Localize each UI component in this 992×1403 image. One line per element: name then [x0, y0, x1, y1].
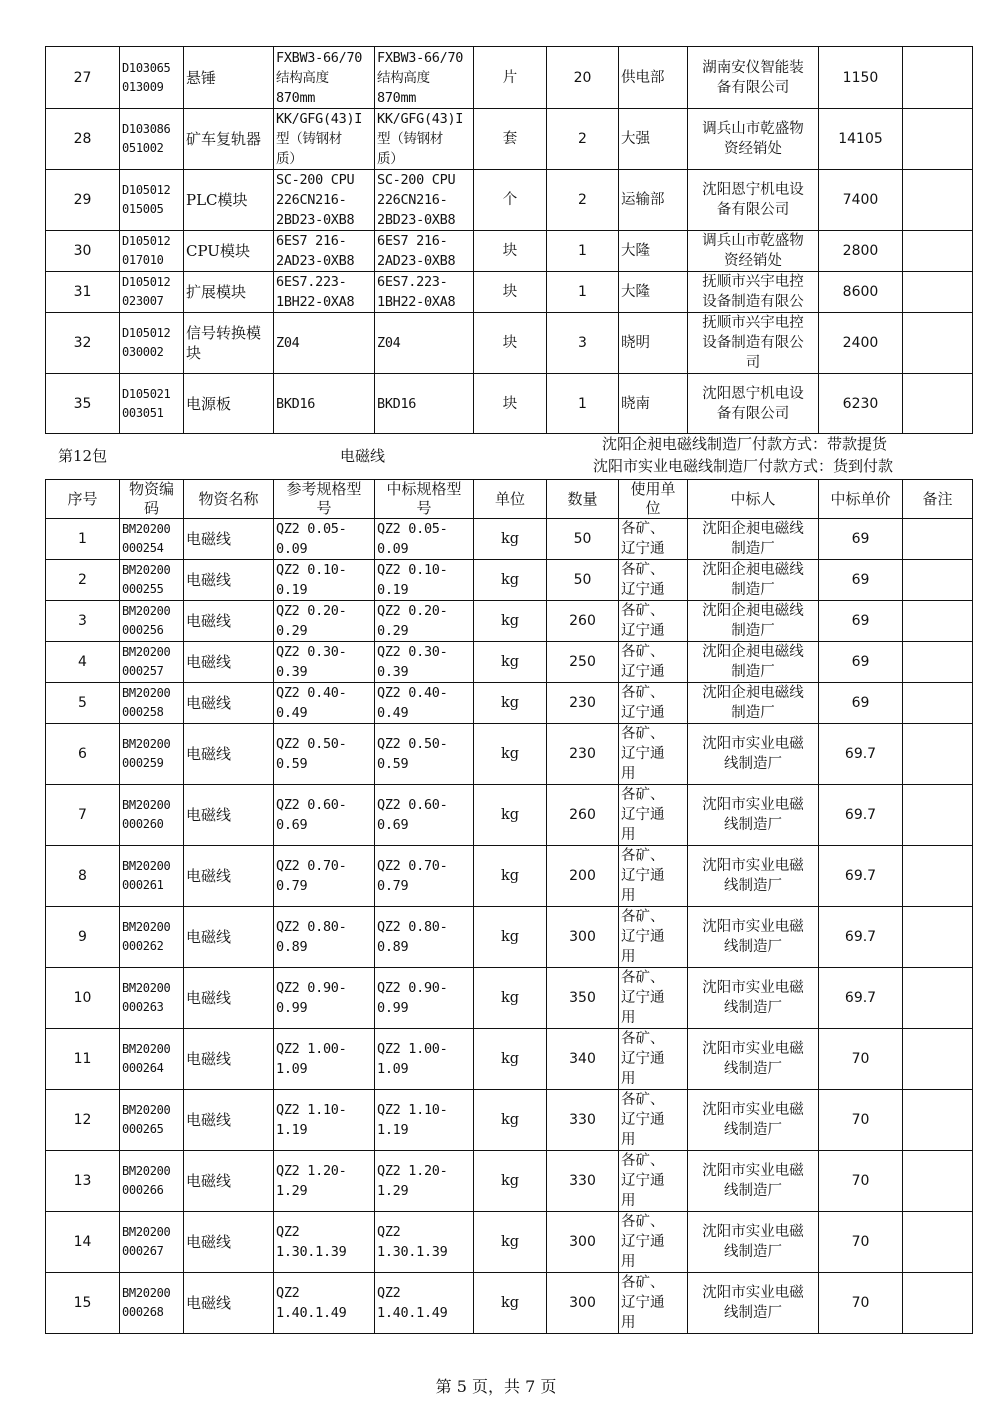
- cell-ref-spec: QZ2 0.40- 0.49: [274, 683, 375, 724]
- cell-note: [903, 519, 973, 560]
- cell-note: [903, 374, 973, 434]
- table-row: [46, 907, 973, 968]
- cell-unit: kg: [474, 642, 547, 683]
- table-row: [46, 374, 973, 434]
- cell-seq: 29: [46, 170, 120, 231]
- cell-unit: kg: [474, 519, 547, 560]
- cell-unit: kg: [474, 846, 547, 907]
- cell-material-code: BM20200 000261: [120, 846, 184, 907]
- cell-bid-spec: QZ2 1.30.1.39: [375, 1212, 474, 1273]
- cell-ref-spec: KK/GFG(43)I 型（铸钢材 质）: [274, 109, 375, 170]
- cell-material-name: 电磁线: [184, 1151, 274, 1212]
- cell-note: [903, 47, 973, 109]
- cell-bid-spec: QZ2 1.40.1.49: [375, 1273, 474, 1334]
- header-unit: 单位: [474, 480, 547, 519]
- cell-bid-spec: FXBW3-66/70 结构高度 870mm: [375, 47, 474, 109]
- package-items-table: [45, 46, 973, 434]
- cell-quantity: 20: [547, 47, 619, 109]
- cell-winner: 沈阳市实业电磁 线制造厂: [688, 785, 819, 846]
- cell-material-code: D105012 030002: [120, 313, 184, 374]
- cell-seq: 3: [46, 601, 120, 642]
- cell-note: [903, 907, 973, 968]
- cell-price: 70: [819, 1151, 903, 1212]
- cell-bid-spec: QZ2 0.80- 0.89: [375, 907, 474, 968]
- cell-winner: 沈阳恩宁机电设 备有限公司: [688, 374, 819, 434]
- cell-material-code: BM20200 000260: [120, 785, 184, 846]
- cell-price: 69: [819, 683, 903, 724]
- cell-quantity: 230: [547, 724, 619, 785]
- cell-winner: 沈阳市实业电磁 线制造厂: [688, 1090, 819, 1151]
- cell-user-unit: 各矿、 辽宁通 用: [619, 785, 688, 846]
- cell-material-code: BM20200 000265: [120, 1090, 184, 1151]
- cell-user-unit: 各矿、 辽宁通 用: [619, 1029, 688, 1090]
- payment-terms-2: 沈阳市实业电磁线制造厂付款方式：货到付款: [593, 457, 894, 475]
- cell-material-name: 信号转换模 块: [184, 313, 274, 374]
- table-row: [46, 519, 973, 560]
- cell-seq: 14: [46, 1212, 120, 1273]
- cell-material-name: 扩展模块: [184, 272, 274, 313]
- cell-material-code: D105012 017010: [120, 231, 184, 272]
- cell-ref-spec: QZ2 0.60- 0.69: [274, 785, 375, 846]
- cell-unit: kg: [474, 1273, 547, 1334]
- cell-winner: 沈阳市实业电磁 线制造厂: [688, 907, 819, 968]
- cell-bid-spec: SC-200 CPU 226CN216- 2BD23-0XB8: [375, 170, 474, 231]
- cell-material-name: CPU模块: [184, 231, 274, 272]
- table-row: [46, 170, 973, 231]
- table-row: [46, 109, 973, 170]
- cell-unit: kg: [474, 1029, 547, 1090]
- cell-ref-spec: QZ2 0.05- 0.09: [274, 519, 375, 560]
- table-row: [46, 1090, 973, 1151]
- cell-seq: 35: [46, 374, 120, 434]
- table-row: [46, 968, 973, 1029]
- cell-bid-spec: QZ2 0.40- 0.49: [375, 683, 474, 724]
- cell-seq: 32: [46, 313, 120, 374]
- cell-note: [903, 1212, 973, 1273]
- cell-quantity: 340: [547, 1029, 619, 1090]
- cell-user-unit: 大强: [619, 109, 688, 170]
- cell-price: 1150: [819, 47, 903, 109]
- cell-price: 7400: [819, 170, 903, 231]
- cell-quantity: 350: [547, 968, 619, 1029]
- cell-ref-spec: QZ2 0.80- 0.89: [274, 907, 375, 968]
- cell-user-unit: 各矿、 辽宁通: [619, 683, 688, 724]
- cell-seq: 4: [46, 642, 120, 683]
- cell-material-name: 电磁线: [184, 1273, 274, 1334]
- cell-price: 2400: [819, 313, 903, 374]
- cell-seq: 28: [46, 109, 120, 170]
- cell-bid-spec: QZ2 1.20- 1.29: [375, 1151, 474, 1212]
- cell-unit: kg: [474, 1212, 547, 1273]
- cell-bid-spec: QZ2 0.60- 0.69: [375, 785, 474, 846]
- cell-user-unit: 大隆: [619, 272, 688, 313]
- header-name: 物资名称: [184, 480, 274, 519]
- cell-material-name: 电磁线: [184, 1090, 274, 1151]
- cell-material-code: BM20200 000268: [120, 1273, 184, 1334]
- cell-winner: 抚顺市兴宇电控 设备制造有限公: [688, 272, 819, 313]
- cell-note: [903, 1090, 973, 1151]
- cell-note: [903, 231, 973, 272]
- table-row: [46, 683, 973, 724]
- cell-price: 70: [819, 1029, 903, 1090]
- cell-note: [903, 1151, 973, 1212]
- cell-ref-spec: QZ2 1.30.1.39: [274, 1212, 375, 1273]
- cell-price: 69.7: [819, 724, 903, 785]
- cell-quantity: 300: [547, 1273, 619, 1334]
- table-row: [46, 724, 973, 785]
- table-row: [46, 846, 973, 907]
- cell-unit: 片: [474, 47, 547, 109]
- cell-price: 69.7: [819, 968, 903, 1029]
- cell-note: [903, 1273, 973, 1334]
- cell-material-code: BM20200 000267: [120, 1212, 184, 1273]
- cell-material-code: BM20200 000263: [120, 968, 184, 1029]
- cell-winner: 沈阳恩宁机电设 备有限公司: [688, 170, 819, 231]
- cell-unit: 套: [474, 109, 547, 170]
- cell-unit: 块: [474, 374, 547, 434]
- cell-seq: 11: [46, 1029, 120, 1090]
- cell-ref-spec: QZ2 1.00- 1.09: [274, 1029, 375, 1090]
- cell-bid-spec: 6ES7.223- 1BH22-0XA8: [375, 272, 474, 313]
- cell-note: [903, 601, 973, 642]
- cell-price: 70: [819, 1090, 903, 1151]
- cell-quantity: 250: [547, 642, 619, 683]
- cell-unit: kg: [474, 907, 547, 968]
- cell-seq: 10: [46, 968, 120, 1029]
- cell-bid-spec: QZ2 0.90- 0.99: [375, 968, 474, 1029]
- cell-quantity: 200: [547, 846, 619, 907]
- cell-material-code: BM20200 000254: [120, 519, 184, 560]
- cell-material-code: D103065 013009: [120, 47, 184, 109]
- cell-price: 69.7: [819, 785, 903, 846]
- cell-material-code: BM20200 000259: [120, 724, 184, 785]
- cell-unit: 个: [474, 170, 547, 231]
- cell-user-unit: 各矿、 辽宁通 用: [619, 1090, 688, 1151]
- cell-material-name: 电磁线: [184, 724, 274, 785]
- cell-user-unit: 各矿、 辽宁通: [619, 642, 688, 683]
- cell-ref-spec: 6ES7 216- 2AD23-0XB8: [274, 231, 375, 272]
- cell-winner: 沈阳市实业电磁 线制造厂: [688, 1212, 819, 1273]
- header-qty: 数量: [547, 480, 619, 519]
- header-seq: 序号: [46, 480, 120, 519]
- cell-material-name: 电磁线: [184, 846, 274, 907]
- cell-quantity: 260: [547, 785, 619, 846]
- cell-user-unit: 各矿、 辽宁通 用: [619, 1212, 688, 1273]
- header-winner: 中标人: [688, 480, 819, 519]
- cell-quantity: 50: [547, 519, 619, 560]
- cell-material-code: BM20200 000255: [120, 560, 184, 601]
- cell-bid-spec: QZ2 1.10- 1.19: [375, 1090, 474, 1151]
- cell-material-name: 电源板: [184, 374, 274, 434]
- cell-winner: 调兵山市乾盛物 资经销处: [688, 231, 819, 272]
- cell-seq: 6: [46, 724, 120, 785]
- cell-bid-spec: QZ2 0.50- 0.59: [375, 724, 474, 785]
- cell-ref-spec: QZ2 0.90- 0.99: [274, 968, 375, 1029]
- cell-material-code: BM20200 000266: [120, 1151, 184, 1212]
- cell-unit: 块: [474, 231, 547, 272]
- cell-ref-spec: QZ2 1.40.1.49: [274, 1273, 375, 1334]
- cell-unit: kg: [474, 683, 547, 724]
- cell-seq: 13: [46, 1151, 120, 1212]
- cell-bid-spec: QZ2 0.30- 0.39: [375, 642, 474, 683]
- cell-seq: 30: [46, 231, 120, 272]
- cell-material-code: BM20200 000258: [120, 683, 184, 724]
- cell-quantity: 330: [547, 1151, 619, 1212]
- cell-material-name: 电磁线: [184, 785, 274, 846]
- cell-winner: 湖南安仪智能装 备有限公司: [688, 47, 819, 109]
- cell-unit: kg: [474, 785, 547, 846]
- cell-material-code: BM20200 000262: [120, 907, 184, 968]
- cell-price: 69: [819, 601, 903, 642]
- cell-quantity: 300: [547, 907, 619, 968]
- cell-winner: 调兵山市乾盛物 资经销处: [688, 109, 819, 170]
- cell-unit: kg: [474, 724, 547, 785]
- cell-price: 6230: [819, 374, 903, 434]
- cell-material-name: 电磁线: [184, 642, 274, 683]
- cell-quantity: 1: [547, 374, 619, 434]
- table-row: [46, 47, 973, 109]
- table-row: [46, 1151, 973, 1212]
- cell-material-code: BM20200 000257: [120, 642, 184, 683]
- cell-winner: 沈阳企昶电磁线 制造厂: [688, 642, 819, 683]
- cell-ref-spec: QZ2 0.10- 0.19: [274, 560, 375, 601]
- cell-material-name: 电磁线: [184, 560, 274, 601]
- cell-material-name: 电磁线: [184, 907, 274, 968]
- cell-price: 14105: [819, 109, 903, 170]
- cell-ref-spec: QZ2 0.70- 0.79: [274, 846, 375, 907]
- cell-price: 70: [819, 1273, 903, 1334]
- cell-unit: kg: [474, 601, 547, 642]
- package-number: 第12包: [58, 447, 108, 465]
- cell-ref-spec: 6ES7.223- 1BH22-0XA8: [274, 272, 375, 313]
- cell-ref-spec: QZ2 0.20- 0.29: [274, 601, 375, 642]
- cell-winner: 沈阳企昶电磁线 制造厂: [688, 601, 819, 642]
- cell-material-code: D105012 023007: [120, 272, 184, 313]
- cell-winner: 沈阳市实业电磁 线制造厂: [688, 724, 819, 785]
- cell-material-name: 电磁线: [184, 968, 274, 1029]
- cell-user-unit: 晓南: [619, 374, 688, 434]
- cell-note: [903, 968, 973, 1029]
- package-title: 电磁线: [340, 447, 386, 465]
- cell-winner: 沈阳企昶电磁线 制造厂: [688, 683, 819, 724]
- cell-price: 2800: [819, 231, 903, 272]
- cell-user-unit: 各矿、 辽宁通 用: [619, 968, 688, 1029]
- cell-price: 69: [819, 519, 903, 560]
- cell-quantity: 330: [547, 1090, 619, 1151]
- cell-user-unit: 各矿、 辽宁通: [619, 601, 688, 642]
- cell-unit: 块: [474, 313, 547, 374]
- cell-unit: kg: [474, 1090, 547, 1151]
- header-code: 物资编 码: [120, 480, 184, 519]
- cell-note: [903, 683, 973, 724]
- cell-bid-spec: QZ2 0.20- 0.29: [375, 601, 474, 642]
- cell-price: 69.7: [819, 907, 903, 968]
- cell-seq: 1: [46, 519, 120, 560]
- table-row: [46, 785, 973, 846]
- cell-ref-spec: BKD16: [274, 374, 375, 434]
- cell-price: 69: [819, 642, 903, 683]
- cell-note: [903, 785, 973, 846]
- cell-material-code: BM20200 000264: [120, 1029, 184, 1090]
- cell-note: [903, 560, 973, 601]
- cell-ref-spec: QZ2 1.20- 1.29: [274, 1151, 375, 1212]
- cell-material-name: 矿车复轨器: [184, 109, 274, 170]
- cell-note: [903, 313, 973, 374]
- cell-winner: 沈阳市实业电磁 线制造厂: [688, 846, 819, 907]
- cell-material-code: D103086 051002: [120, 109, 184, 170]
- cell-quantity: 2: [547, 170, 619, 231]
- cell-user-unit: 大隆: [619, 231, 688, 272]
- cell-quantity: 3: [547, 313, 619, 374]
- header-note: 备注: [903, 480, 973, 519]
- header-user: 使用单 位: [619, 480, 688, 519]
- page-footer: 第 5 页，共 7 页: [435, 1377, 557, 1396]
- cell-bid-spec: 6ES7 216- 2AD23-0XB8: [375, 231, 474, 272]
- cell-seq: 7: [46, 785, 120, 846]
- cell-user-unit: 各矿、 辽宁通 用: [619, 907, 688, 968]
- table-row: [46, 1273, 973, 1334]
- header-bid-spec: 中标规格型 号: [375, 480, 474, 519]
- cell-ref-spec: FXBW3-66/70 结构高度 870mm: [274, 47, 375, 109]
- table-row: [46, 642, 973, 683]
- cell-material-code: BM20200 000256: [120, 601, 184, 642]
- cell-ref-spec: SC-200 CPU 226CN216- 2BD23-0XB8: [274, 170, 375, 231]
- cell-price: 8600: [819, 272, 903, 313]
- cell-price: 69.7: [819, 846, 903, 907]
- cell-bid-spec: QZ2 1.00- 1.09: [375, 1029, 474, 1090]
- cell-seq: 8: [46, 846, 120, 907]
- cell-ref-spec: Z04: [274, 313, 375, 374]
- cell-bid-spec: QZ2 0.05- 0.09: [375, 519, 474, 560]
- cell-quantity: 1: [547, 231, 619, 272]
- cell-user-unit: 各矿、 辽宁通 用: [619, 1273, 688, 1334]
- header-row: [46, 480, 973, 519]
- cell-user-unit: 晓明: [619, 313, 688, 374]
- cell-material-name: 电磁线: [184, 1029, 274, 1090]
- table-row: [46, 601, 973, 642]
- table-row: [46, 313, 973, 374]
- cell-quantity: 260: [547, 601, 619, 642]
- cell-winner: 沈阳市实业电磁 线制造厂: [688, 968, 819, 1029]
- table-row: [46, 1029, 973, 1090]
- cell-note: [903, 170, 973, 231]
- cell-ref-spec: QZ2 1.10- 1.19: [274, 1090, 375, 1151]
- cell-ref-spec: QZ2 0.50- 0.59: [274, 724, 375, 785]
- cell-unit: kg: [474, 968, 547, 1029]
- cell-winner: 沈阳企昶电磁线 制造厂: [688, 560, 819, 601]
- cell-note: [903, 642, 973, 683]
- cell-user-unit: 各矿、 辽宁通 用: [619, 846, 688, 907]
- header-ref-spec: 参考规格型 号: [274, 480, 375, 519]
- cell-quantity: 300: [547, 1212, 619, 1273]
- cell-material-name: PLC模块: [184, 170, 274, 231]
- wire-items-table: [45, 479, 973, 1334]
- table-row: [46, 231, 973, 272]
- cell-bid-spec: QZ2 0.70- 0.79: [375, 846, 474, 907]
- cell-user-unit: 各矿、 辽宁通: [619, 519, 688, 560]
- cell-material-name: 电磁线: [184, 683, 274, 724]
- cell-material-code: D105012 015005: [120, 170, 184, 231]
- cell-user-unit: 运输部: [619, 170, 688, 231]
- cell-quantity: 2: [547, 109, 619, 170]
- cell-winner: 抚顺市兴宇电控 设备制造有限公 司: [688, 313, 819, 374]
- cell-ref-spec: QZ2 0.30- 0.39: [274, 642, 375, 683]
- cell-winner: 沈阳市实业电磁 线制造厂: [688, 1273, 819, 1334]
- cell-unit: 块: [474, 272, 547, 313]
- cell-user-unit: 各矿、 辽宁通 用: [619, 1151, 688, 1212]
- cell-note: [903, 724, 973, 785]
- cell-seq: 12: [46, 1090, 120, 1151]
- table-row: [46, 560, 973, 601]
- cell-winner: 沈阳市实业电磁 线制造厂: [688, 1151, 819, 1212]
- cell-quantity: 230: [547, 683, 619, 724]
- cell-note: [903, 1029, 973, 1090]
- header-price: 中标单价: [819, 480, 903, 519]
- cell-quantity: 50: [547, 560, 619, 601]
- cell-winner: 沈阳市实业电磁 线制造厂: [688, 1029, 819, 1090]
- cell-bid-spec: Z04: [375, 313, 474, 374]
- cell-seq: 5: [46, 683, 120, 724]
- cell-price: 70: [819, 1212, 903, 1273]
- cell-seq: 31: [46, 272, 120, 313]
- payment-terms-1: 沈阳企昶电磁线制造厂付款方式：带款提货: [602, 435, 888, 453]
- cell-winner: 沈阳企昶电磁线 制造厂: [688, 519, 819, 560]
- cell-seq: 9: [46, 907, 120, 968]
- cell-user-unit: 供电部: [619, 47, 688, 109]
- cell-unit: kg: [474, 560, 547, 601]
- cell-quantity: 1: [547, 272, 619, 313]
- cell-seq: 2: [46, 560, 120, 601]
- cell-bid-spec: KK/GFG(43)I 型（铸钢材 质）: [375, 109, 474, 170]
- cell-price: 69: [819, 560, 903, 601]
- cell-material-code: D105021 003051: [120, 374, 184, 434]
- cell-note: [903, 846, 973, 907]
- cell-user-unit: 各矿、 辽宁通 用: [619, 724, 688, 785]
- cell-note: [903, 109, 973, 170]
- cell-unit: kg: [474, 1151, 547, 1212]
- table-row: [46, 272, 973, 313]
- cell-note: [903, 272, 973, 313]
- cell-material-name: 电磁线: [184, 601, 274, 642]
- cell-material-name: 电磁线: [184, 519, 274, 560]
- cell-bid-spec: QZ2 0.10- 0.19: [375, 560, 474, 601]
- cell-seq: 27: [46, 47, 120, 109]
- table-row: [46, 1212, 973, 1273]
- cell-material-name: 悬锤: [184, 47, 274, 109]
- cell-seq: 15: [46, 1273, 120, 1334]
- cell-user-unit: 各矿、 辽宁通: [619, 560, 688, 601]
- cell-bid-spec: BKD16: [375, 374, 474, 434]
- cell-material-name: 电磁线: [184, 1212, 274, 1273]
